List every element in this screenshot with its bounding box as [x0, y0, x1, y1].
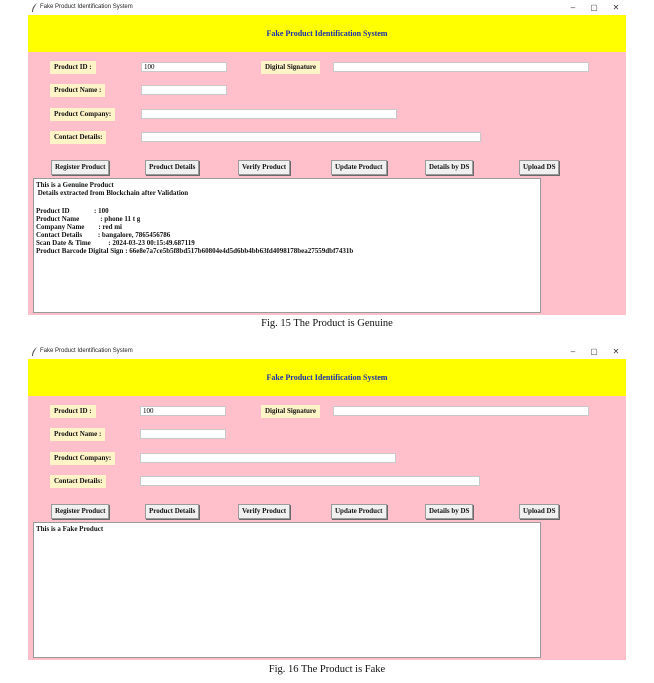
- product-company-input[interactable]: [141, 109, 397, 119]
- verify-product-button[interactable]: Verify Product: [238, 160, 290, 175]
- contact-details-label: Contact Details:: [50, 131, 106, 144]
- app-title: Fake Product Identification System: [266, 373, 388, 382]
- digital-signature-label: Digital Signature: [261, 405, 320, 418]
- product-id-input[interactable]: 100: [141, 62, 227, 72]
- title-bar: [28, 346, 626, 359]
- upload-ds-button[interactable]: Upload DS: [519, 160, 559, 175]
- product-name-input[interactable]: [140, 429, 226, 439]
- product-company-label: Product Company:: [50, 108, 115, 121]
- feather-icon: [31, 347, 39, 357]
- window-title: Fake Product Identification System: [40, 348, 133, 354]
- figure-caption: Fig. 15 The Product is Genuine: [261, 318, 393, 329]
- output-line: Product Barcode Digital Sign : 66e8e7a7ce5b5f8bd517b60804e4d5d6bb4bb63fd4098178bea27559dbf7431b: [36, 247, 354, 255]
- close-button[interactable]: ✕: [612, 347, 620, 356]
- app-window-genuine: [28, 2, 626, 315]
- minimize-button[interactable]: –: [570, 347, 576, 356]
- details-by-ds-button[interactable]: Details by DS: [425, 160, 473, 175]
- register-product-button[interactable]: Register Product: [51, 160, 109, 175]
- digital-signature-label: Digital Signature: [261, 61, 320, 74]
- output-line: This is a Genuine Product: [36, 181, 114, 189]
- feather-icon: [31, 3, 39, 13]
- output-line: Scan Date & Time : 2024-03-23 00:15:49.687119: [36, 239, 195, 247]
- minimize-button[interactable]: –: [570, 3, 576, 12]
- contact-details-input[interactable]: [141, 132, 481, 142]
- header-banner: [28, 15, 626, 52]
- window-title: Fake Product Identification System: [40, 4, 133, 10]
- upload-ds-button[interactable]: Upload DS: [519, 504, 559, 519]
- maximize-button[interactable]: ▢: [590, 3, 598, 12]
- product-company-input[interactable]: [140, 453, 396, 463]
- output-text-area[interactable]: [33, 178, 541, 313]
- contact-details-input[interactable]: [140, 476, 480, 486]
- product-id-input[interactable]: 100: [140, 406, 226, 416]
- digital-signature-input[interactable]: [333, 62, 589, 72]
- output-line: Product Name : phone 11 t g: [36, 215, 141, 223]
- verify-product-button[interactable]: Verify Product: [238, 504, 290, 519]
- output-line: This is a Fake Product: [36, 525, 104, 533]
- output-line: Company Name : red mi: [36, 223, 123, 231]
- output-line: Details extracted from Blockchain after Validation: [36, 189, 189, 197]
- maximize-button[interactable]: ▢: [590, 347, 598, 356]
- product-id-label: Product ID :: [50, 61, 96, 74]
- product-company-label: Product Company:: [50, 452, 115, 465]
- output-line: Contact Details : bangalore, 7865456786: [36, 231, 171, 239]
- contact-details-label: Contact Details:: [50, 475, 106, 488]
- details-by-ds-button[interactable]: Details by DS: [425, 504, 473, 519]
- product-name-label: Product Name :: [50, 84, 105, 97]
- update-product-button[interactable]: Update Product: [331, 160, 387, 175]
- product-id-label: Product ID :: [50, 405, 96, 418]
- output-line: Product ID : 100: [36, 207, 109, 215]
- register-product-button[interactable]: Register Product: [51, 504, 109, 519]
- app-title: Fake Product Identification System: [266, 29, 388, 38]
- app-window-fake: [28, 346, 626, 660]
- output-text-area[interactable]: [33, 522, 541, 658]
- title-bar: [28, 2, 626, 15]
- update-product-button[interactable]: Update Product: [331, 504, 387, 519]
- digital-signature-input[interactable]: [333, 406, 589, 416]
- product-name-input[interactable]: [141, 85, 227, 95]
- figure-caption: Fig. 16 The Product is Fake: [268, 664, 386, 675]
- header-banner: [28, 359, 626, 396]
- close-button[interactable]: ✕: [612, 3, 620, 12]
- product-name-label: Product Name :: [50, 428, 105, 441]
- product-details-button[interactable]: Product Details: [145, 160, 199, 175]
- product-details-button[interactable]: Product Details: [145, 504, 199, 519]
